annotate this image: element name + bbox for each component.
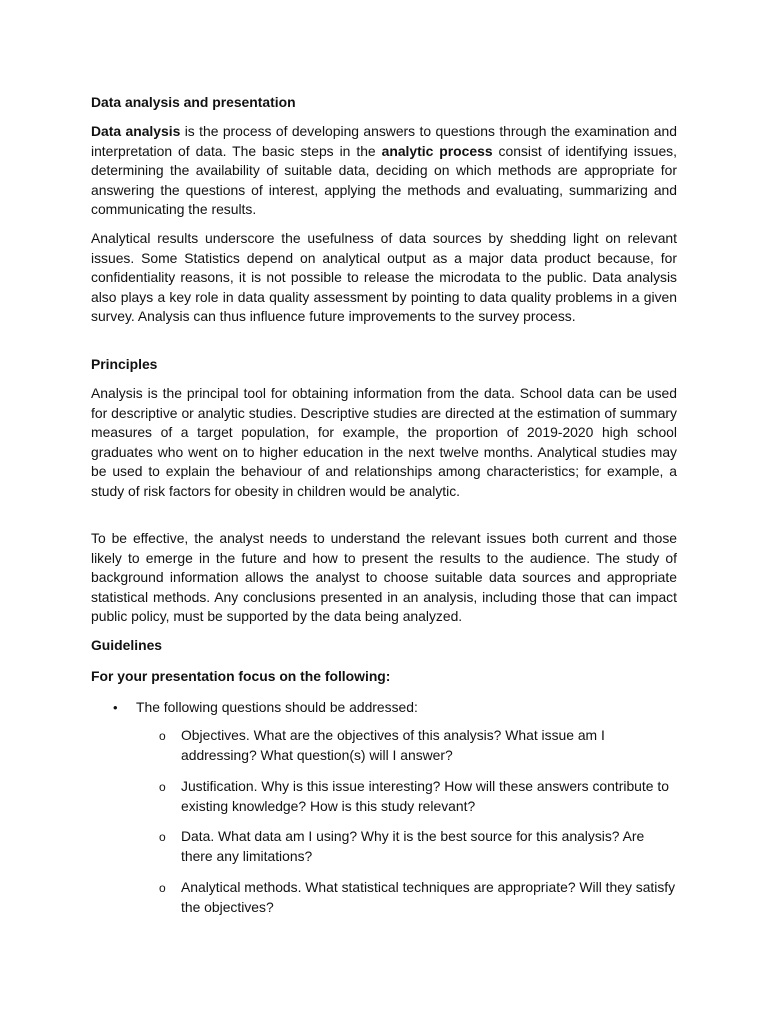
- bullet-text: The following questions should be addressed:: [136, 699, 418, 715]
- bullet-icon: •: [113, 700, 118, 715]
- circle-bullet-icon: o: [159, 780, 166, 794]
- circle-bullet-icon: o: [159, 881, 166, 895]
- circle-bullet-icon: o: [159, 729, 166, 743]
- intro-text-2: consist of identifying issues, determining the availability of suitable data, deciding on which methods are appropriate for answering the questions of interest, applying the methods and evaluating, summarizing and communicating the results.: [91, 142, 677, 218]
- principles-paragraph-1: Analysis is the principal tool for obtaining information from the data. School data can be used for descriptive or analytic studies. Descriptive studies are directed at the estimation of summary measures of a target population, for example, the proportion of 2019-2020 high school graduates who went on to higher education in the next twelve months. Analytical studies may be used to explain the behaviour of and relationships among characteristics; for example, a study of risk factors for obesity in children would be analytic.: [91, 385, 677, 499]
- document-title: Data analysis and presentation: [91, 94, 296, 110]
- guidelines-subheading: For your presentation focus on the following:: [91, 668, 391, 684]
- principles-paragraph-2: To be effective, the analyst needs to understand the relevant issues both current and those likely to emerge in the future and how to present the results to the audience. The study of background information allows the analyst to choose suitable data sources and appropriate statistical methods. Any conclusions presented in an analysis, including those that can impact public policy, must be supported by the data being analyzed.: [91, 530, 677, 625]
- sub-item-text: Objectives. What are the objectives of this analysis? What issue am I addressing? What question(s) will I answer?: [181, 727, 605, 763]
- guidelines-heading: Guidelines: [91, 637, 163, 653]
- sub-item-text: Justification. Why is this issue interesting? How will these answers contribute to existing knowledge? How is this study relevant?: [181, 778, 669, 814]
- results-paragraph: Analytical results underscore the usefulness of data sources by shedding light on relevant issues. Some Statistics depend on analytical output as a major data product because, for confidentiality reasons, it is not possible to release the microdata to the public. Data analysis also plays a key role in data quality assessment by pointing to data quality problems in a given survey. Analysis can thus influence future improvements to the survey process.: [91, 230, 677, 325]
- sub-item-text: Analytical methods. What statistical techniques are appropriate? Will they satisfy the objectives?: [181, 879, 676, 915]
- term-analytic-process: analytic process: [381, 142, 493, 159]
- circle-bullet-icon: o: [159, 830, 166, 844]
- intro-text-1: is the process of developing answers to questions through the examination and interpretation of data. The basic steps in the: [91, 123, 677, 159]
- principles-heading: Principles: [91, 356, 158, 372]
- intro-paragraph: [91, 122, 677, 220]
- term-data-analysis: Data analysis: [91, 123, 181, 139]
- sub-item-text: Data. What data am I using? Why it is the best source for this analysis? Are there any limitations?: [181, 828, 645, 864]
